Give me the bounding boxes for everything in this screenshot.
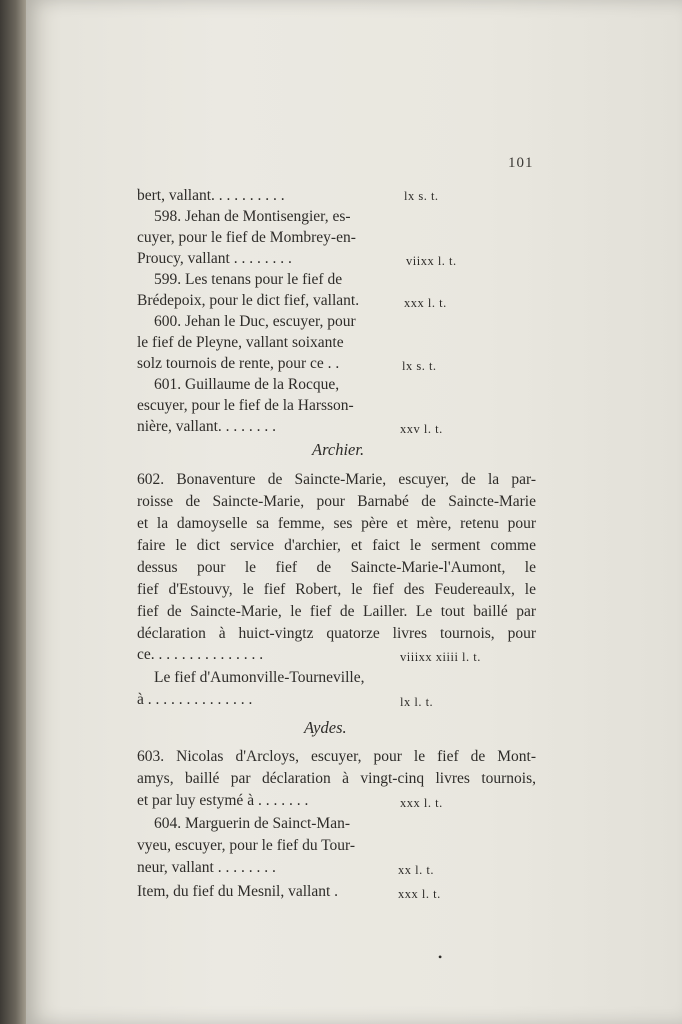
entry-line: solz tournois de rente, pour ce . . bbox=[137, 355, 340, 372]
entry-line: vyeu, escuyer, pour le fief du Tour- bbox=[137, 837, 356, 854]
entry-line: à . . . . . . . . . . . . . . bbox=[137, 691, 253, 708]
entry-line: 602. Bonaventure de Saincte-Marie, escuyer, de la par- bbox=[137, 471, 536, 488]
entry-line: et par luy estymé à . . . . . . . bbox=[137, 792, 309, 809]
entry-value: xx l. t. bbox=[398, 863, 434, 877]
entry-line: dessus pour le fief de Saincte-Marie-l'Aumont, le bbox=[137, 559, 536, 576]
entry-line: ce. . . . . . . . . . . . . . . bbox=[137, 646, 264, 663]
entry-value: viiixx xiiii l. t. bbox=[400, 650, 481, 664]
entry-line: 600. Jehan le Duc, escuyer, pour bbox=[154, 313, 356, 330]
section-heading: Archier. bbox=[312, 440, 365, 459]
page-number: 101 bbox=[508, 155, 534, 171]
entry-line: et la damoyselle sa femme, ses père et mère, retenu pour bbox=[137, 515, 536, 532]
entry-value: lx l. t. bbox=[400, 695, 434, 709]
section-heading: Aydes. bbox=[304, 718, 347, 737]
entry-line: 598. Jehan de Montisengier, es- bbox=[154, 208, 351, 225]
entry-line: cuyer, pour le fief de Mombrey-en- bbox=[137, 229, 356, 246]
entry-line: faire le dict service d'archier, et faict le serment comme bbox=[137, 537, 536, 554]
entry-line: fief de Saincte-Marie, le fief de Lailler. Le tout baillé par bbox=[137, 603, 536, 620]
entry-line: neur, vallant . . . . . . . . bbox=[137, 859, 276, 876]
entry-line: Le fief d'Aumonville-Tourneville, bbox=[154, 669, 365, 686]
entry-value: xxx l. t. bbox=[398, 887, 441, 901]
entry-line: 604. Marguerin de Sainct-Man- bbox=[154, 815, 350, 832]
entry-line: le fief de Pleyne, vallant soixante bbox=[137, 334, 344, 351]
entry-line: 601. Guillaume de la Rocque, bbox=[154, 376, 340, 393]
ink-speck: • bbox=[438, 950, 443, 964]
entry-line: Item, du fief du Mesnil, vallant . bbox=[137, 883, 339, 900]
entry-line: 599. Les tenans pour le fief de bbox=[154, 271, 343, 288]
entry-value: viixx l. t. bbox=[406, 254, 457, 268]
entry-line: nière, vallant. . . . . . . . bbox=[137, 418, 277, 435]
entry-line: 603. Nicolas d'Arcloys, escuyer, pour le fief de Mont- bbox=[137, 748, 536, 765]
entry-value: lx s. t. bbox=[402, 359, 437, 373]
entry-line: bert, vallant. . . . . . . . . . bbox=[137, 187, 285, 204]
entry-line: Brédepoix, pour le dict fief, vallant. bbox=[137, 292, 360, 309]
entry-value: xxv l. t. bbox=[400, 422, 443, 436]
entry-value: xxx l. t. bbox=[400, 796, 443, 810]
entry-line: déclaration à huict-vingtz quatorze livres tournois, pour bbox=[137, 625, 536, 642]
entry-value: xxx l. t. bbox=[404, 296, 447, 310]
entry-line: Proucy, vallant . . . . . . . . bbox=[137, 250, 292, 267]
entry-line: escuyer, pour le fief de la Harsson- bbox=[137, 397, 354, 414]
entry-line: fief d'Estouvy, le fief Robert, le fief des Feudereaulx, le bbox=[137, 581, 536, 598]
entry-line: roisse de Saincte-Marie, pour Barnabé de Saincte-Marie bbox=[137, 493, 536, 510]
entry-line: amys, baillé par déclaration à vingt-cinq livres tournois, bbox=[137, 770, 536, 787]
entry-value: lx s. t. bbox=[404, 189, 439, 203]
